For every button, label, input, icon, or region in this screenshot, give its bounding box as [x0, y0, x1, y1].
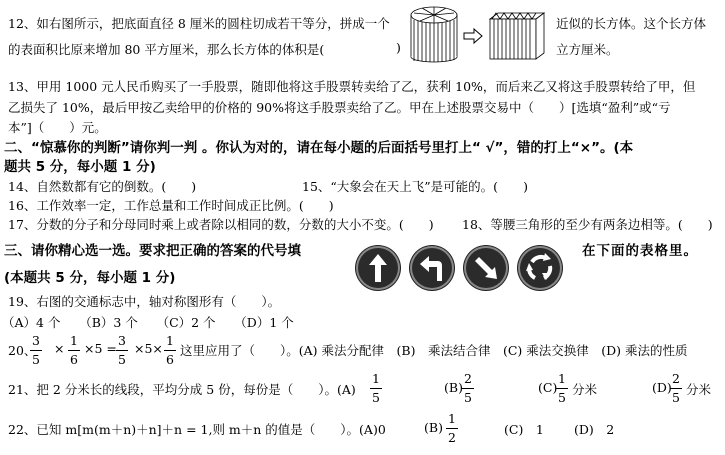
roundabout-sign — [518, 246, 562, 290]
section3-score: (本题共 5 分，每小题 1 分) — [4, 270, 176, 286]
diagonal-arrow-icon — [464, 246, 508, 290]
q20-mid: ×5 = — [84, 341, 117, 356]
q12-paren: ) — [396, 40, 401, 55]
q20-fraction-3: $\frac{3}{5}$ — [118, 333, 126, 367]
q12-line1-right: 近似的长方体。这个长方体 — [556, 16, 707, 31]
q14: 14、自然数都有它的倒数。( ) — [8, 179, 197, 194]
q15: 15、“大象会在天上飞”是可能的。( ) — [302, 179, 528, 194]
q20-fraction-1: $\frac{3}{5}$ — [32, 333, 40, 367]
q16: 16、工作效率一定，工作总量和工作时间成正比例。( ) — [8, 198, 334, 213]
q20-prefix: 20、 — [8, 343, 37, 358]
q21-option-d-unit: 分米 — [686, 382, 712, 397]
q21-option-a-fraction: $\frac{1}{5}$ — [372, 371, 380, 405]
q20-fraction-4: $\frac{1}{6}$ — [166, 333, 174, 367]
q17: 17、分数的分子和分母同时乘上或者除以相同的数，分数的大小不变。( ) — [8, 217, 434, 232]
q13-line2: 乙损失了 10%，最后甲按乙卖给甲的价格的 90%将这手股票卖给了乙。甲在上述股票交易中（ ）[选填“盈利”或“亏 — [8, 100, 671, 115]
diagonal-arrow-sign — [464, 246, 508, 290]
cuboid-figure — [490, 13, 544, 59]
q12-line1: 12、如右图所示，把底面直径 8 厘米的圆柱切成若干等分，拼成一个 — [8, 16, 390, 31]
section2-score: 题共 5 分，每小题 1 分) — [4, 159, 156, 175]
q19-options: （A）4 个 （B）3 个 （C）2 个 （D）1 个 — [2, 315, 294, 330]
q12-line2-right: 立方厘米。 — [556, 42, 619, 57]
q18: 18、等腰三角形的至少有两条边相等。( ) — [462, 217, 713, 232]
q12-line2: 的表面积比原来增加 80 平方厘米，那么长方体的体积是( — [8, 42, 325, 57]
q20-fraction-2: $\frac{1}{6}$ — [70, 333, 78, 367]
turn-left-arrow-icon — [410, 246, 454, 290]
cylinder-to-cuboid-figure — [406, 3, 551, 63]
q21-option-b-label: (B) — [444, 380, 463, 395]
q21-option-c-unit: 分米 — [572, 382, 598, 397]
q21-option-c-fraction: $\frac{1}{5}$ — [558, 371, 566, 405]
q21-option-c-label: (C) — [538, 380, 558, 395]
q13-line1: 13、甲用 1000 元人民币购买了一手股票，随即他将这手股票转卖给了乙，获利 10%，而后来乙又将这手股票转给了甲，但 — [8, 79, 696, 94]
q22-option-b-fraction: $\frac{1}{2}$ — [448, 411, 456, 445]
q22-option-d: (D) 2 — [574, 422, 615, 437]
straight-arrow-icon — [356, 246, 400, 290]
straight-arrow-sign — [356, 246, 400, 290]
q21-stem: 21、把 2 分米长的线段，平均分成 5 份，每份是（ ）。(A) — [8, 382, 356, 397]
q22-option-c: (C) 1 — [504, 422, 544, 437]
section2-heading: 二、“惊慕你的判断”请你判一判 。你认为对的，请在每小题的后面括号里打上“ √”，错的打上“×”。(本 — [4, 140, 634, 156]
q20-mid2: ×5× — [134, 341, 163, 356]
q21-option-b-fraction: $\frac{2}{5}$ — [464, 371, 472, 405]
q22-option-b-label: (B) — [424, 420, 443, 435]
q20-times: × — [54, 341, 65, 356]
q19-stem: 19、右图的交通标志中，轴对称图形有（ ）。 — [8, 294, 281, 309]
turn-left-sign — [410, 246, 454, 290]
arrow-right-icon — [464, 29, 482, 43]
section3-heading-right: 在下面的表格里。 — [582, 243, 698, 259]
q13-line3: 本”]（ ）元。 — [8, 120, 107, 135]
q20-tail: 这里应用了（ ）。(A) 乘法分配律 (B) 乘法结合律 (C) 乘法交换律 (D) 乘法的性质 — [180, 343, 688, 358]
q21-option-d-fraction: $\frac{2}{5}$ — [672, 371, 680, 405]
cylinder-figure — [411, 7, 457, 62]
roundabout-icon — [518, 246, 562, 290]
section3-heading: 三、请你精心选一选。要求把正确的答案的代号填 — [4, 243, 301, 259]
q21-option-d-label: (D) — [652, 380, 672, 395]
q22-stem: 22、已知 m[m(m＋n)＋n]＋n = 1,则 m＋n 的值是（ ）。(A)0 — [8, 422, 386, 437]
